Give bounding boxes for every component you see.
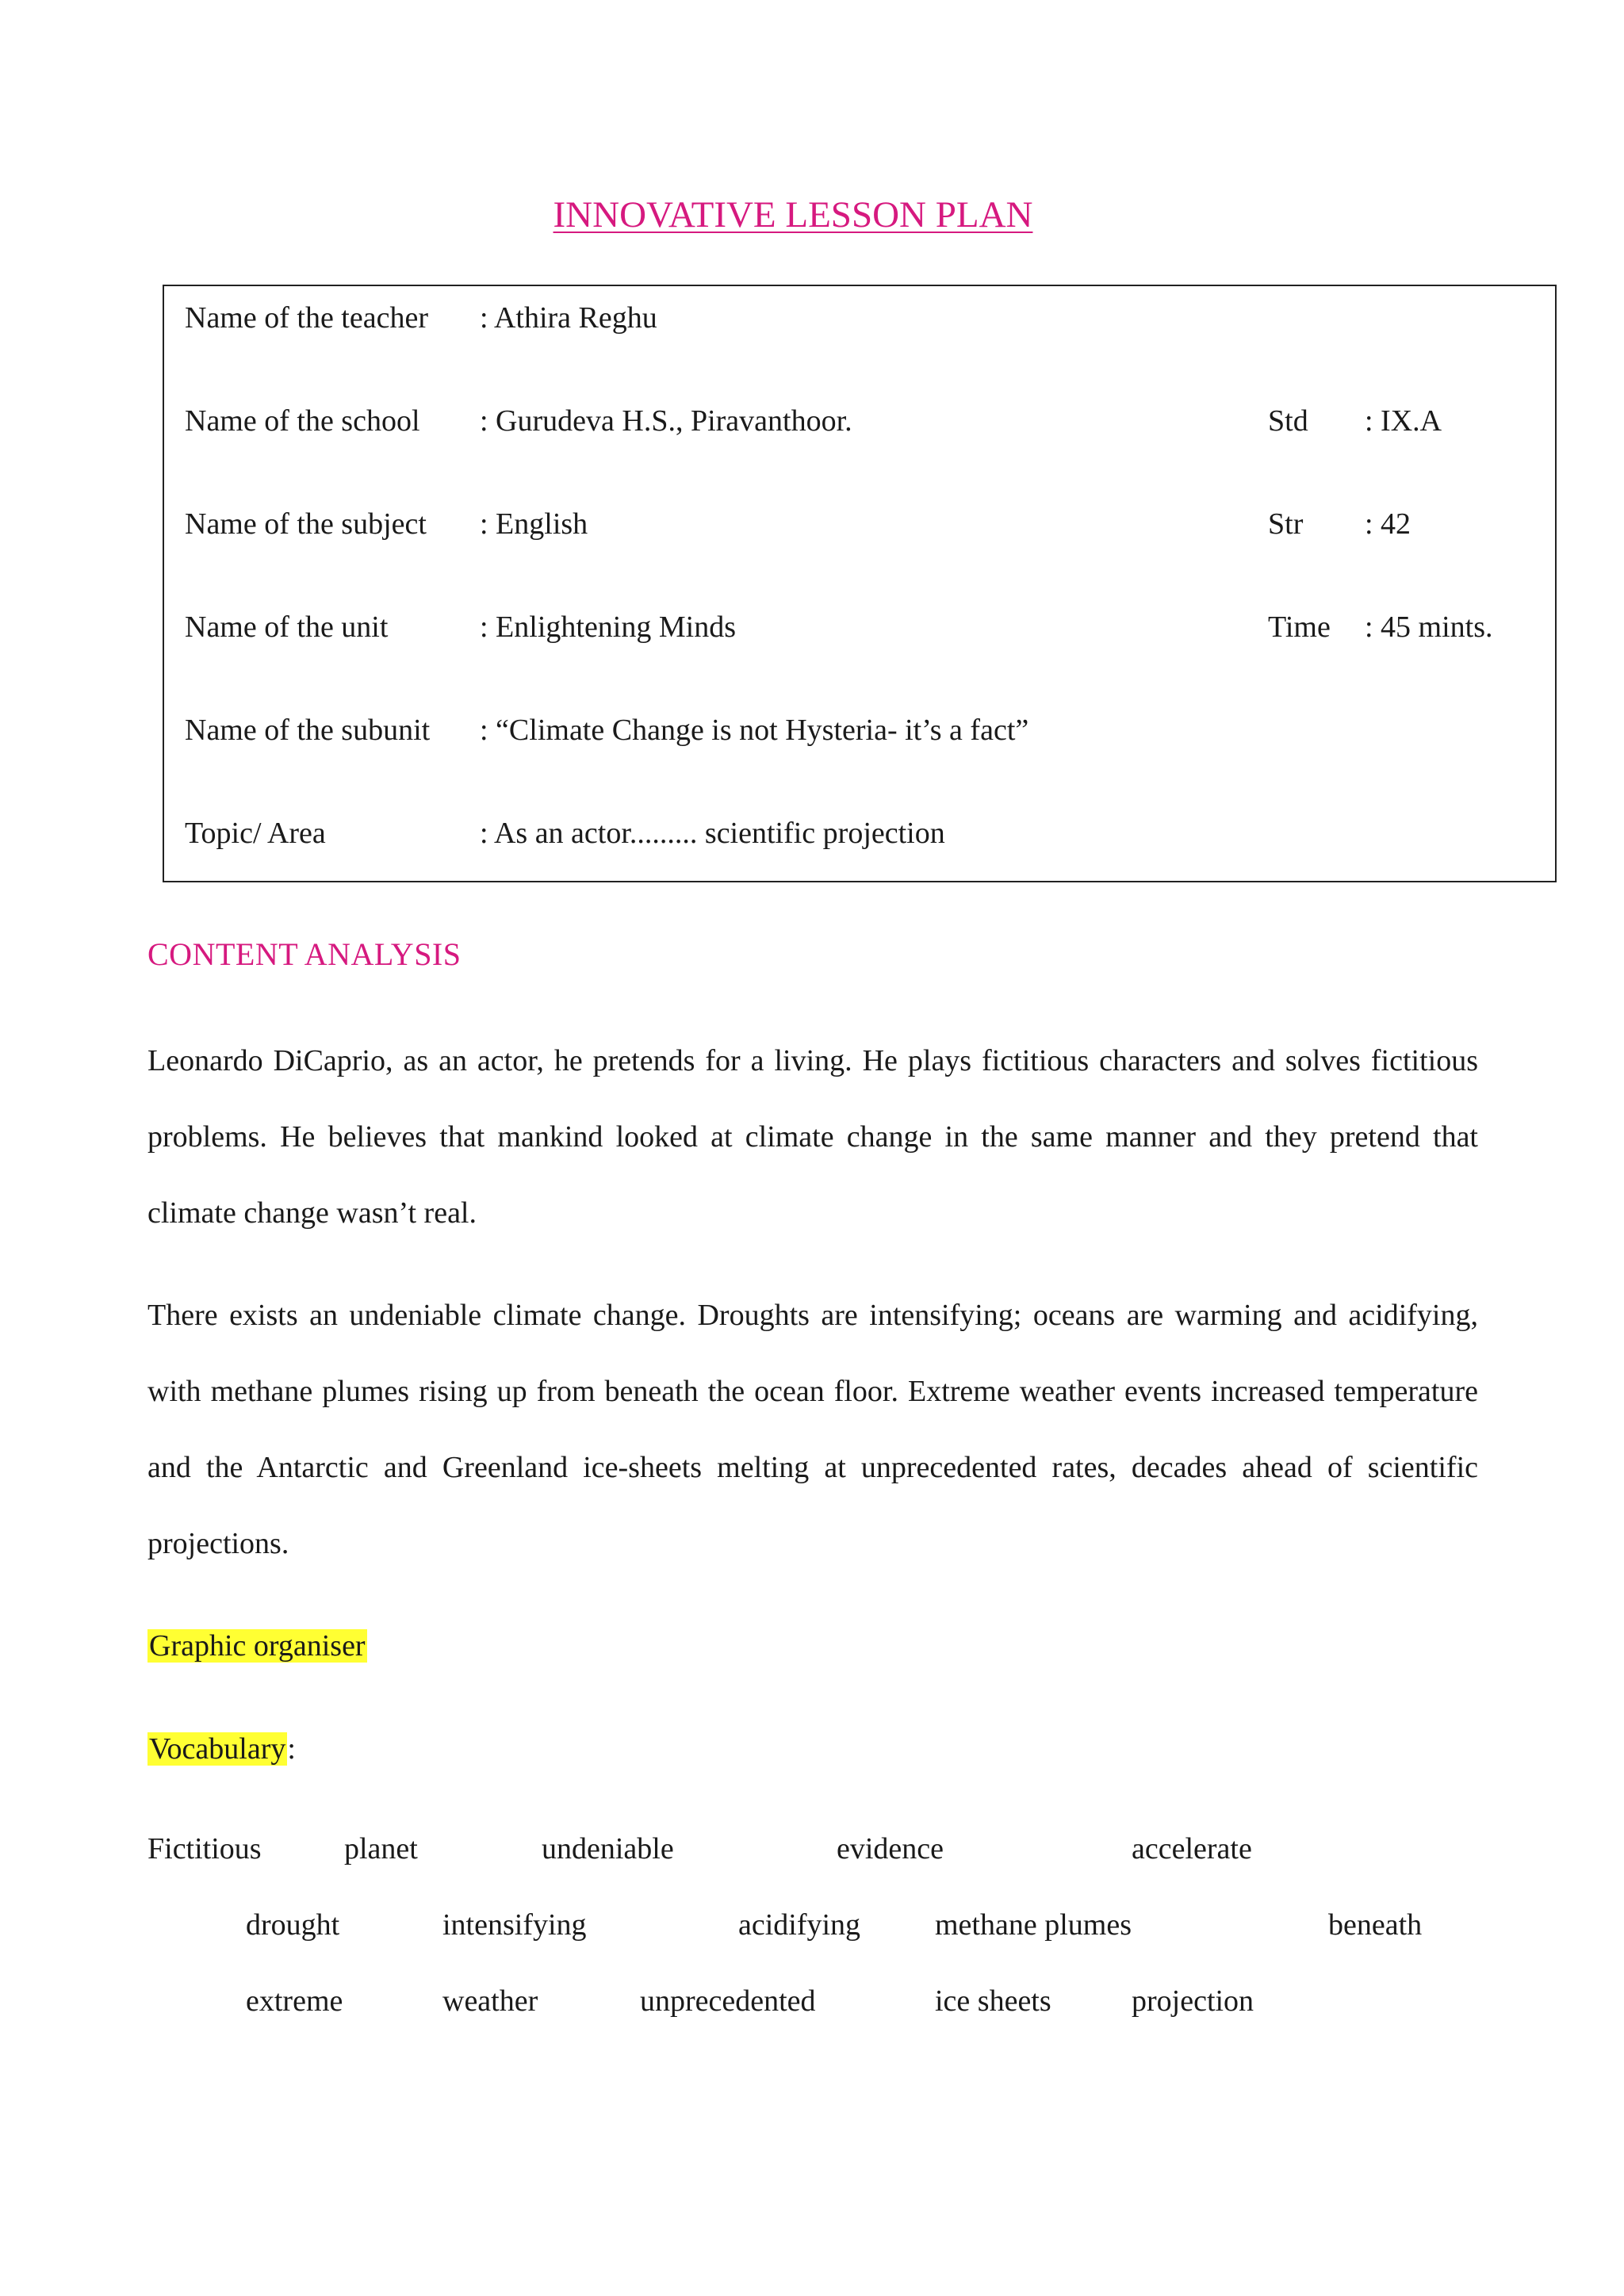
content-analysis-heading: CONTENT ANALYSIS: [147, 936, 462, 972]
info-value: : English: [480, 507, 588, 541]
vocabulary-word: unprecedented: [640, 1984, 816, 2018]
vocabulary-word: intensifying: [442, 1908, 587, 1942]
info-label: Name of the school: [185, 404, 420, 438]
vocabulary-word: ice sheets: [935, 1984, 1051, 2018]
info-label: Name of the unit: [185, 610, 389, 644]
page-title: INNOVATIVE LESSON PLAN: [553, 194, 1033, 235]
vocabulary-word: extreme: [246, 1984, 343, 2018]
info-side-label: Str: [1268, 507, 1304, 541]
content-paragraph: There exists an undeniable climate change. Droughts are intensifying; oceans are warming and acidifying, with methane plumes rising up from beneath the ocean floor. Extreme weather events increased temperature and the Antarctic and Greenland ice-sheets melting at unprecedented rates, decades ahead of scientific projections.: [147, 1299, 1478, 1560]
vocabulary-word: beneath: [1328, 1908, 1423, 1942]
vocabulary-heading: [147, 1728, 296, 1770]
info-side-label: Std: [1268, 404, 1308, 438]
info-value: : Gurudeva H.S., Piravanthoor.: [480, 404, 852, 438]
info-value: : “Climate Change is not Hysteria- it’s a fact”: [480, 714, 1029, 747]
vocabulary-word: weather: [442, 1984, 538, 2018]
graphic-organiser-label: Graphic organiser: [149, 1629, 366, 1663]
info-side-value: : 45 mints.: [1365, 610, 1493, 644]
info-row-school: [164, 397, 1555, 445]
info-label: Name of the teacher: [185, 301, 428, 335]
vocabulary-colon: :: [287, 1732, 296, 1766]
vocabulary-word: planet: [344, 1832, 418, 1866]
vocabulary-word: Fictitious: [147, 1832, 262, 1866]
info-value: : As an actor......... scientific projection: [480, 817, 945, 850]
info-side-label: Time: [1268, 610, 1331, 644]
info-side-value: : IX.A: [1365, 404, 1442, 438]
vocabulary-word: projection: [1132, 1984, 1254, 2018]
content-paragraph: Leonardo DiCaprio, as an actor, he pretends for a living. He plays fictitious characters and solves fictitious problems. He believes that mankind looked at climate change in the same manner and they pretend that climate change wasn’t real.: [147, 1044, 1478, 1230]
info-label: Name of the subunit: [185, 714, 431, 747]
info-value: : Enlightening Minds: [480, 610, 736, 644]
info-value: : Athira Reghu: [480, 301, 657, 335]
info-row-topic: [164, 809, 1555, 857]
lesson-info-box: [163, 285, 1557, 882]
info-row-subunit: [164, 706, 1555, 754]
info-label: Topic/ Area: [185, 817, 326, 850]
vocabulary-word: accelerate: [1132, 1832, 1252, 1866]
vocabulary-label: Vocabulary: [149, 1732, 286, 1766]
info-row-unit: [164, 603, 1555, 651]
info-row-teacher: [164, 294, 1555, 342]
info-row-subject: [164, 500, 1555, 548]
vocabulary-word: evidence: [837, 1832, 944, 1866]
vocabulary-word: drought: [246, 1908, 340, 1942]
vocabulary-word: methane plumes: [935, 1908, 1132, 1942]
info-side-value: : 42: [1365, 507, 1411, 541]
vocabulary-word: undeniable: [542, 1832, 674, 1866]
vocabulary-word: acidifying: [738, 1908, 861, 1942]
graphic-organiser-heading: [147, 1625, 367, 1667]
info-label: Name of the subject: [185, 507, 427, 541]
